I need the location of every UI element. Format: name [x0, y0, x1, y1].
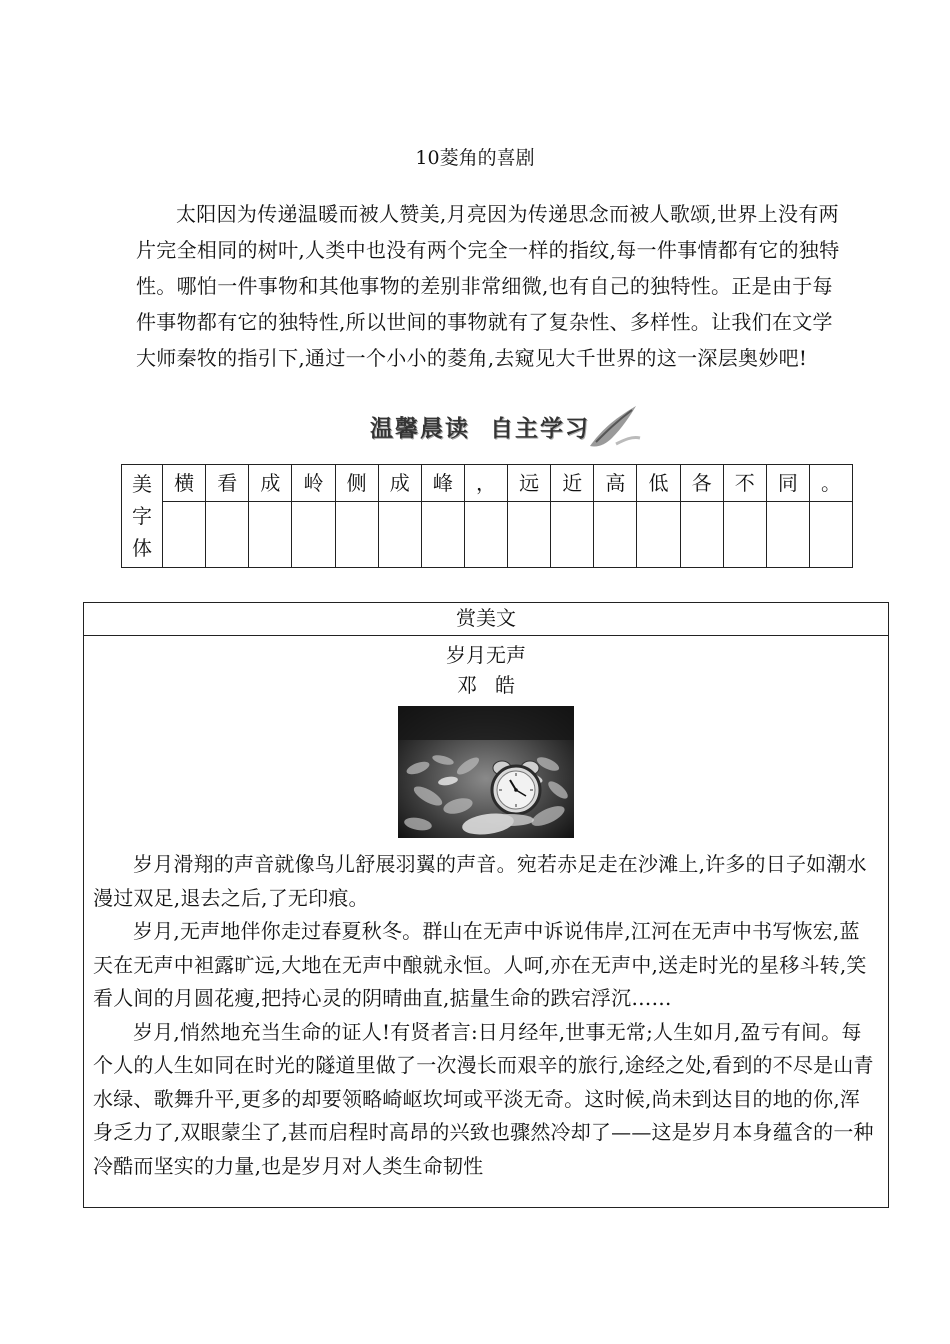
model-char: 近	[551, 465, 594, 502]
essay-paragraph: 岁月,悄然地充当生命的证人!有贤者言:日月经年,世事无常;人生如月,盈亏有间。每个人的人生如同在时光的隧道里做了一次漫长而艰辛的旅行,途经之处,看到的不尽是山青水绿、歌舞升平,更多的却要领略崎岖坎坷或平淡无奇。这时候,尚未到达目的地的你,浑身乏力了,双眼蒙尘了,甚而启程时高昂的兴致也骤然冷却了——这是岁月本身蕴含的一种冷酷而坚实的力量,也是岁月对人类生命韧性	[93, 1019, 874, 1178]
practice-cell[interactable]	[766, 502, 809, 568]
essay-title: 岁月无声	[446, 643, 526, 667]
essay-paragraph: 岁月,无声地伴你走过春夏秋冬。群山在无声中诉说伟岸,江河在无声中书写恢宏,蓝天在无声中袒露旷远,大地在无声中酿就永恒。人呵,亦在无声中,送走时光的星移斗转,笑看人间的月圆花瘦,把持心灵的阴晴曲直,掂量生命的跌宕浮沉……	[93, 919, 867, 1010]
model-char: 各	[680, 465, 723, 502]
essay-paragraph: 岁月滑翔的声音就像鸟儿舒展羽翼的声音。宛若赤足走在沙滩上,许多的日子如潮水漫过双足,退去之后,了无印痕。	[93, 852, 867, 910]
practice-cell[interactable]	[594, 502, 637, 568]
essay-body	[84, 848, 888, 1183]
practice-cell[interactable]	[378, 502, 421, 568]
label-char: 体	[132, 536, 152, 560]
brush-stroke-icon	[586, 402, 642, 452]
clock-leaves-photo	[398, 706, 574, 838]
practice-cell[interactable]	[809, 502, 852, 568]
model-char: 成	[378, 465, 421, 502]
practice-cell[interactable]	[637, 502, 680, 568]
banner-title: 温馨晨读 自主学习	[370, 416, 591, 442]
copybook-label	[122, 465, 163, 568]
essay-author: 邓皓	[457, 673, 533, 697]
model-char: 远	[508, 465, 551, 502]
model-char: 成	[249, 465, 292, 502]
copybook-row-characters	[122, 465, 853, 502]
copybook-grid	[121, 464, 853, 568]
practice-cell[interactable]	[249, 502, 292, 568]
model-char: 侧	[335, 465, 378, 502]
model-char: ，	[464, 465, 507, 502]
model-char: 岭	[292, 465, 335, 502]
model-char: 低	[637, 465, 680, 502]
label-char: 美	[132, 472, 152, 496]
intro-section	[136, 196, 842, 376]
practice-cell[interactable]	[421, 502, 464, 568]
essay-box	[83, 602, 889, 1208]
model-char: 峰	[421, 465, 464, 502]
practice-cell[interactable]	[163, 502, 206, 568]
practice-cell[interactable]	[206, 502, 249, 568]
model-char: 同	[766, 465, 809, 502]
copybook-row-practice	[122, 502, 853, 568]
essay-section-heading: 赏美文	[84, 603, 888, 636]
practice-cell[interactable]	[464, 502, 507, 568]
model-char: 高	[594, 465, 637, 502]
practice-cell[interactable]	[335, 502, 378, 568]
practice-cell[interactable]	[551, 502, 594, 568]
lesson-title: 10菱角的喜剧	[415, 147, 535, 169]
practice-cell[interactable]	[292, 502, 335, 568]
section-banner	[366, 404, 642, 450]
model-char: 看	[206, 465, 249, 502]
practice-cell[interactable]	[723, 502, 766, 568]
model-char: 。	[809, 465, 852, 502]
practice-cell[interactable]	[508, 502, 551, 568]
model-char: 不	[723, 465, 766, 502]
model-char: 横	[163, 465, 206, 502]
intro-paragraph: 太阳因为传递温暖而被人赞美,月亮因为传递思念而被人歌颂,世界上没有两片完全相同的树叶,人类中也没有两个完全一样的指纹,每一件事情都有它的独特性。哪怕一件事物和其他事物的差别非常细微,也有自己的独特性。正是由于每件事物都有它的独特性,所以世间的事物就有了复杂性、多样性。让我们在文学大师秦牧的指引下,通过一个小小的菱角,去窥见大千世界的这一深层奥妙吧!	[136, 202, 840, 370]
label-char: 字	[132, 504, 152, 528]
practice-cell[interactable]	[680, 502, 723, 568]
